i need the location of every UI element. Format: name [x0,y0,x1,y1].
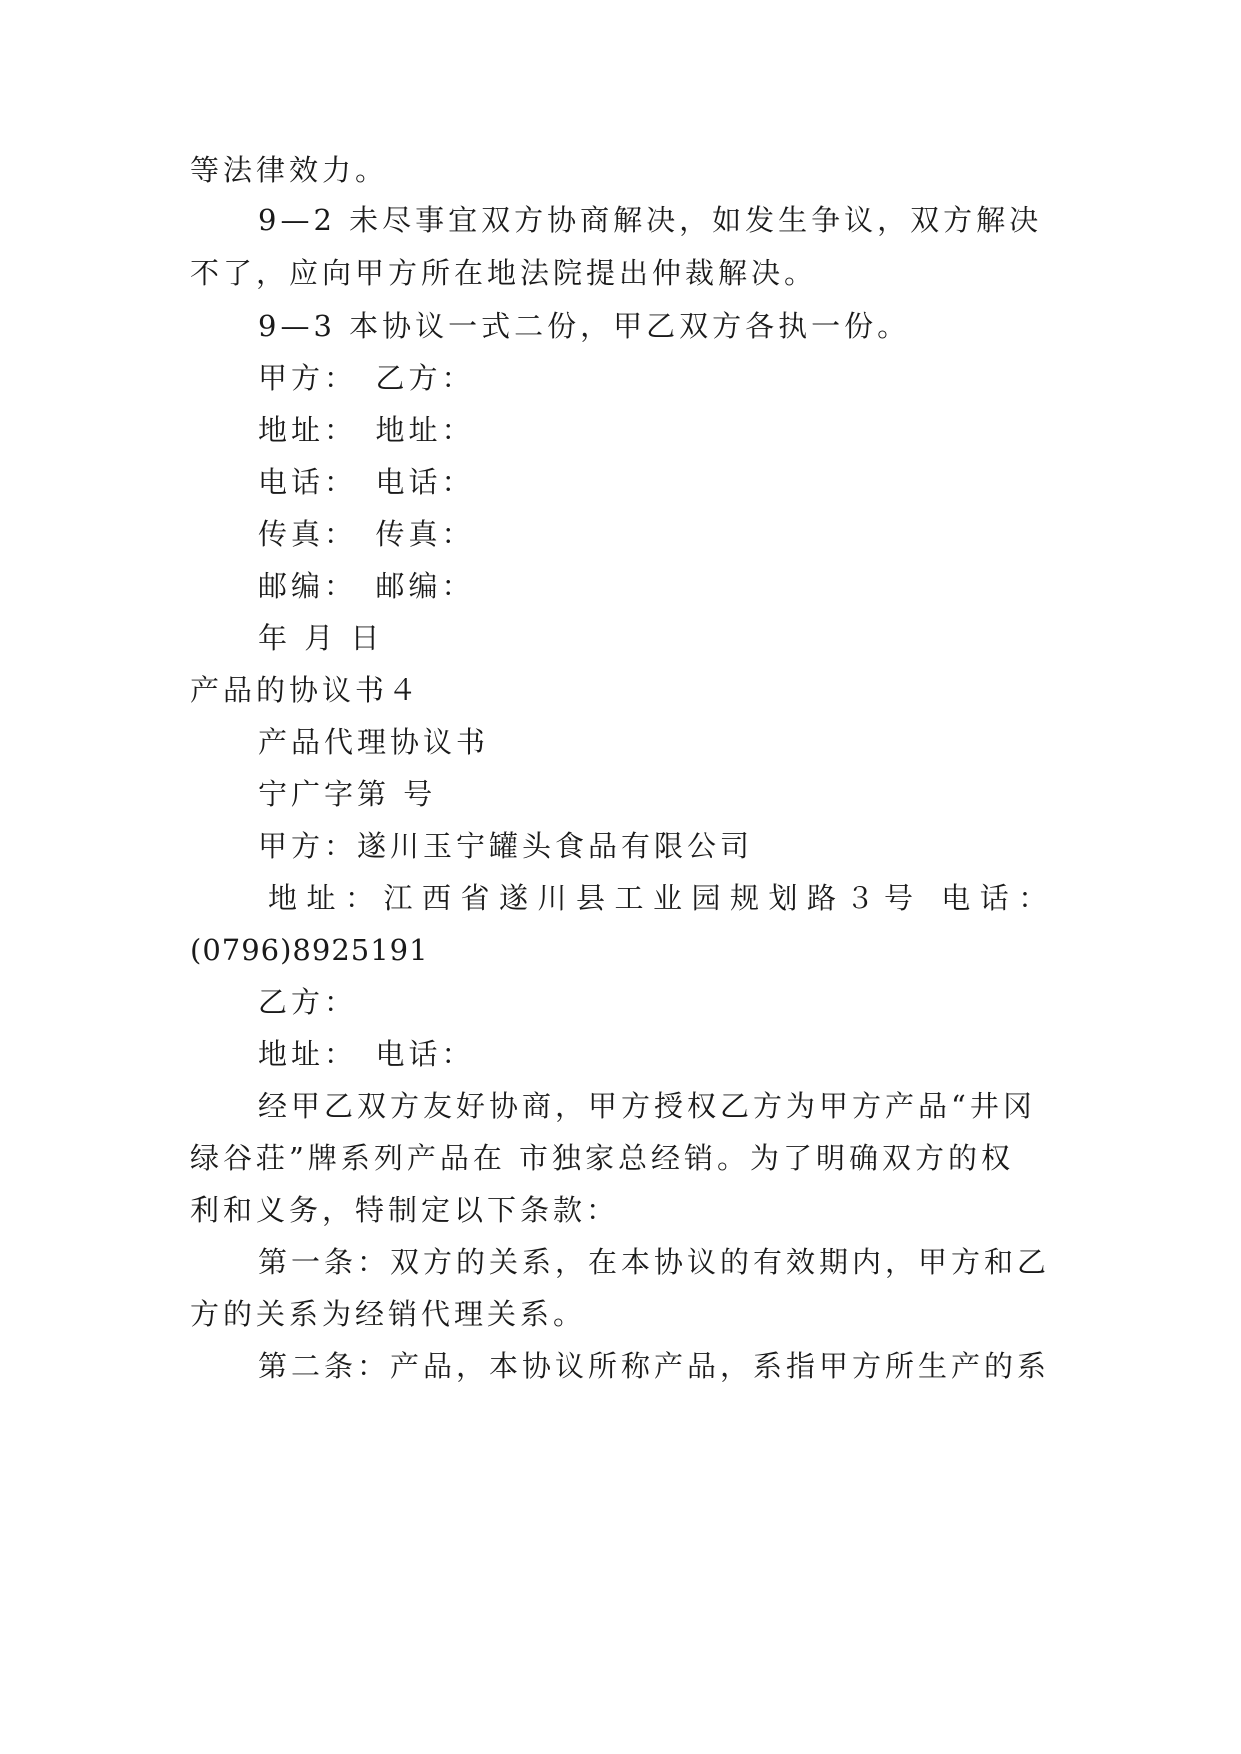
party-a-phone: (0796)8925191 [190,933,429,967]
party-a-name: 甲方：遂川玉宁罐头食品有限公司 [258,829,754,863]
clause-9-2-line-2: 不了，应向甲方所在地法院提出仲裁解决。 [190,256,818,290]
article-2-line-1: 第二条：产品，本协议所称产品，系指甲方所生产的系 [258,1349,1051,1383]
party-a-address: 地址：江西省遂川县工业园规划路３号 电话： [268,881,1057,915]
preamble-line-3: 利和义务，特制定以下条款： [190,1193,620,1227]
preamble-line-1: 经甲乙双方友好协商，甲方授权乙方为甲方产品“井冈 [258,1089,1036,1123]
agreement-title: 产品代理协议书 [258,725,490,759]
party-b-address-phone: 地址： 电话： [258,1037,475,1071]
article-1-line-1: 第一条：双方的关系，在本协议的有效期内，甲方和乙 [258,1245,1051,1279]
phone-labels: 电话： 电话： [258,465,475,499]
address-labels: 地址： 地址： [258,413,475,447]
fax-labels: 传真： 传真： [258,517,475,551]
article-1-line-2: 方的关系为经销代理关系。 [190,1297,587,1331]
clause-9-2-line-1: 9—2 未尽事宜双方协商解决，如发生争议，双方解决 [258,203,1043,237]
paragraph-line: 等法律效力。 [190,153,389,187]
agreement-number: 宁广字第 号 [258,777,437,811]
party-labels: 甲方： 乙方： [258,361,475,395]
section-title: 产品的协议书４ [190,673,422,707]
preamble-line-2: 绿谷荘”牌系列产品在 市独家总经销。为了明确双方的权 [190,1141,1015,1175]
clause-9-3: 9—3 本协议一式二份，甲乙双方各执一份。 [258,309,911,343]
party-b-label: 乙方： [258,985,358,1019]
date-line: 年 月 日 [258,621,384,655]
postcode-labels: 邮编： 邮编： [258,569,475,603]
